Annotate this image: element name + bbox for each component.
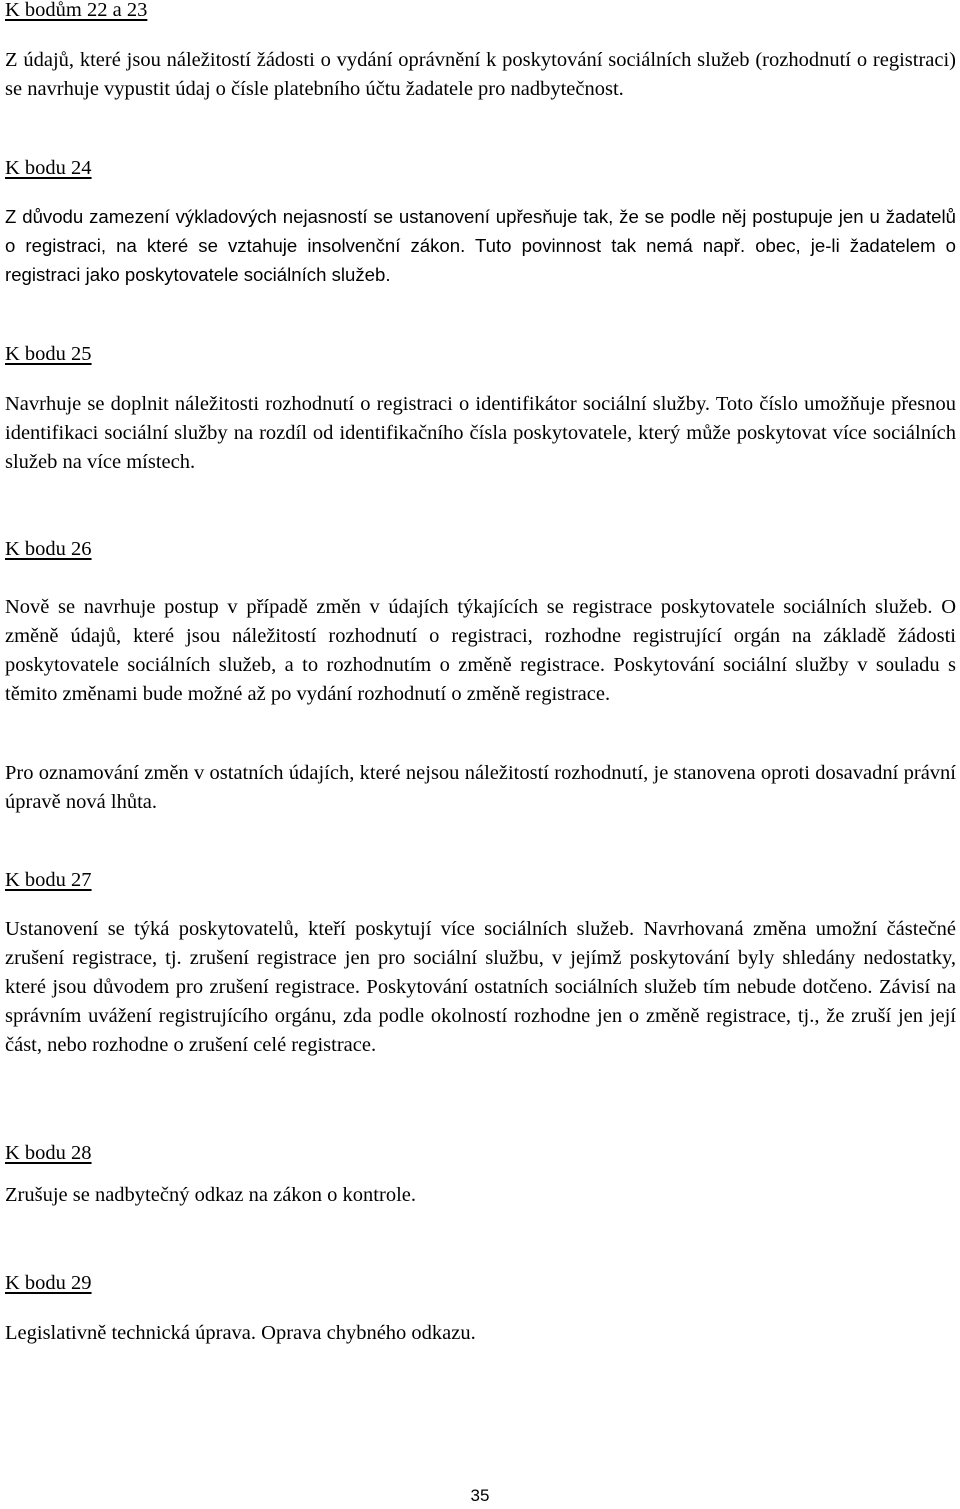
section-paragraph-27: Ustanovení se týká poskytovatelů, kteří poskytují více sociálních služeb. Navrhovaná změna umožní částečné zrušení registrace, tj. zrušení registrace jen pro sociální službu, v jejímž poskytování byly shledány nedostatky, které jsou důvodem pro zrušení registrace. Poskytování ostatních sociálních služeb tím nebude dotčeno. Závisí na správním uvážení registrujícího orgánu, zda podle okolností rozhodne jen o změně registrace, tj., že zruší jen její část, nebo rozhodne o zrušení celé registrace. (5, 918, 956, 1056)
section-heading-25: K bodu 25 (5, 343, 92, 365)
section-paragraph-29: Legislativně technická úprava. Oprava chybného odkazu. (5, 1322, 476, 1344)
section-heading-24: K bodu 24 (5, 157, 92, 179)
section-heading-22-23: K bodům 22 a 23 (5, 0, 148, 21)
section-paragraph-26b: Pro oznamování změn v ostatních údajích, které nejsou náležitostí rozhodnutí, je stanovena oproti dosavadní právní úpravě nová lhůta. (5, 762, 956, 813)
page-number: 35 (470, 1486, 490, 1505)
section-paragraph-22-23: Z údajů, které jsou náležitostí žádosti o vydání oprávnění k poskytování sociálních služeb (rozhodnutí o registraci) se navrhuje vypustit údaj o čísle platebního účtu žadatele pro nadbytečnost. (5, 49, 956, 100)
section-heading-27: K bodu 27 (5, 869, 92, 891)
section-paragraph-28: Zrušuje se nadbytečný odkaz na zákon o kontrole. (5, 1184, 417, 1206)
section-heading-26: K bodu 26 (5, 538, 92, 560)
section-paragraph-25: Navrhuje se doplnit náležitosti rozhodnutí o registraci o identifikátor sociální služby. Toto číslo umožňuje přesnou identifikaci sociální služby na rozdíl od identifikačního čísla poskytovatele, který může poskytovat více sociálních služeb na více místech. (5, 393, 956, 473)
section-heading-28: K bodu 28 (5, 1142, 92, 1164)
section-heading-29: K bodu 29 (5, 1272, 92, 1294)
section-paragraph-26: Nově se navrhuje postup v případě změn v údajích týkajících se registrace poskytovatele sociálních služeb. O změně údajů, které jsou náležitostí rozhodnutí o registraci, rozhodne registrující orgán na základě žádosti poskytovatele sociálních služeb, a to rozhodnutím o změně registrace. Poskytování sociální služby v souladu s těmito změnami bude možné až po vydání rozhodnutí o změně registrace. (5, 596, 956, 705)
section-paragraph-24: Z důvodu zamezení výkladových nejasností se ustanovení upřesňuje tak, že se podle něj postupuje jen u žadatelů o registraci, na které se vztahuje insolvenční zákon. Tuto povinnost tak nemá např. obec, je-li žadatelem o registraci jako poskytovatele sociálních služeb. (5, 206, 956, 285)
